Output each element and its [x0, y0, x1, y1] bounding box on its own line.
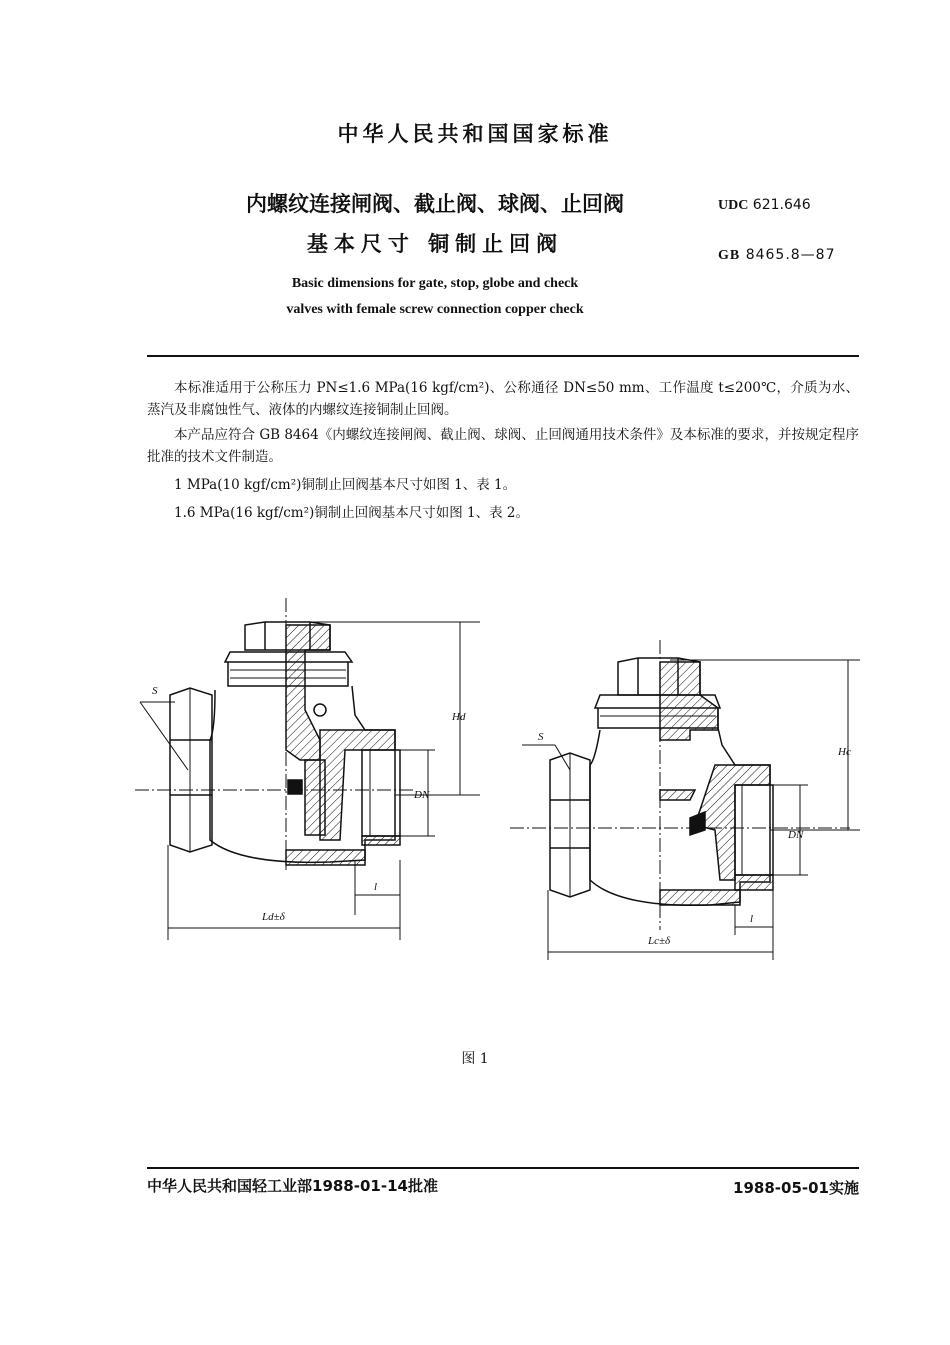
left-valve-drawing	[135, 598, 480, 940]
implementation-date: 1988-05-01实施	[733, 1179, 859, 1197]
title-line-1: 内螺纹连接闸阀、截止阀、球阀、止回阀	[246, 192, 624, 216]
english-title-line-2: valves with female screw connection copper check	[286, 302, 584, 317]
gb-code	[718, 247, 836, 264]
right-h-label: Hc	[838, 746, 851, 758]
paragraph-scope: 本标准适用于公称压力 PN≤1.6 MPa(16 kgf/cm²)、公称通径 DN≤50 mm、工作温度 t≤200℃，介质为水、蒸汽及非腐蚀性气、液体的内螺纹连接铜制止回阀。	[147, 380, 859, 418]
right-valve-drawing	[510, 640, 860, 960]
paragraph-table2-ref: 1.6 MPa(16 kgf/cm²)铜制止回阀基本尺寸如图 1、表 2。	[174, 505, 530, 521]
left-dn-label: DN	[414, 789, 430, 801]
right-length-label: Lc±δ	[648, 935, 671, 947]
right-s-label: S	[538, 731, 544, 743]
udc-value: 621.646	[752, 197, 811, 213]
title-line-2: 基本尺寸 铜制止回阀	[306, 232, 564, 256]
left-h-label: Hd	[452, 711, 466, 723]
gb-label: GB	[718, 248, 741, 263]
right-dn-label: DN	[788, 829, 804, 841]
english-title-line-1: Basic dimensions for gate, stop, globe and check	[291, 276, 579, 291]
bottom-divider	[147, 1167, 859, 1169]
left-length-label: Ld±δ	[262, 911, 285, 923]
left-s-label: S	[152, 685, 158, 697]
left-l-label: l	[374, 881, 378, 893]
udc-code	[718, 197, 811, 214]
paragraph-conformance: 本产品应符合 GB 8464《内螺纹连接闸阀、截止阀、球阀、止回阀通用技术条件》及本标准的要求，并按规定程序批准的技术文件制造。	[147, 427, 859, 465]
figure-caption: 图 1	[461, 1051, 489, 1067]
right-l-label: l	[750, 913, 754, 925]
top-divider	[147, 355, 859, 357]
national-standard-heading: 中华人民共和国国家标准	[337, 122, 613, 146]
figure-1-drawing	[130, 590, 870, 960]
paragraph-table1-ref: 1 MPa(10 kgf/cm²)铜制止回阀基本尺寸如图 1、表 1。	[174, 477, 517, 493]
approval-note: 中华人民共和国轻工业部1988-01-14批准	[147, 1177, 438, 1195]
gb-value: 8465.8—87	[745, 247, 836, 263]
udc-label: UDC	[718, 198, 749, 213]
